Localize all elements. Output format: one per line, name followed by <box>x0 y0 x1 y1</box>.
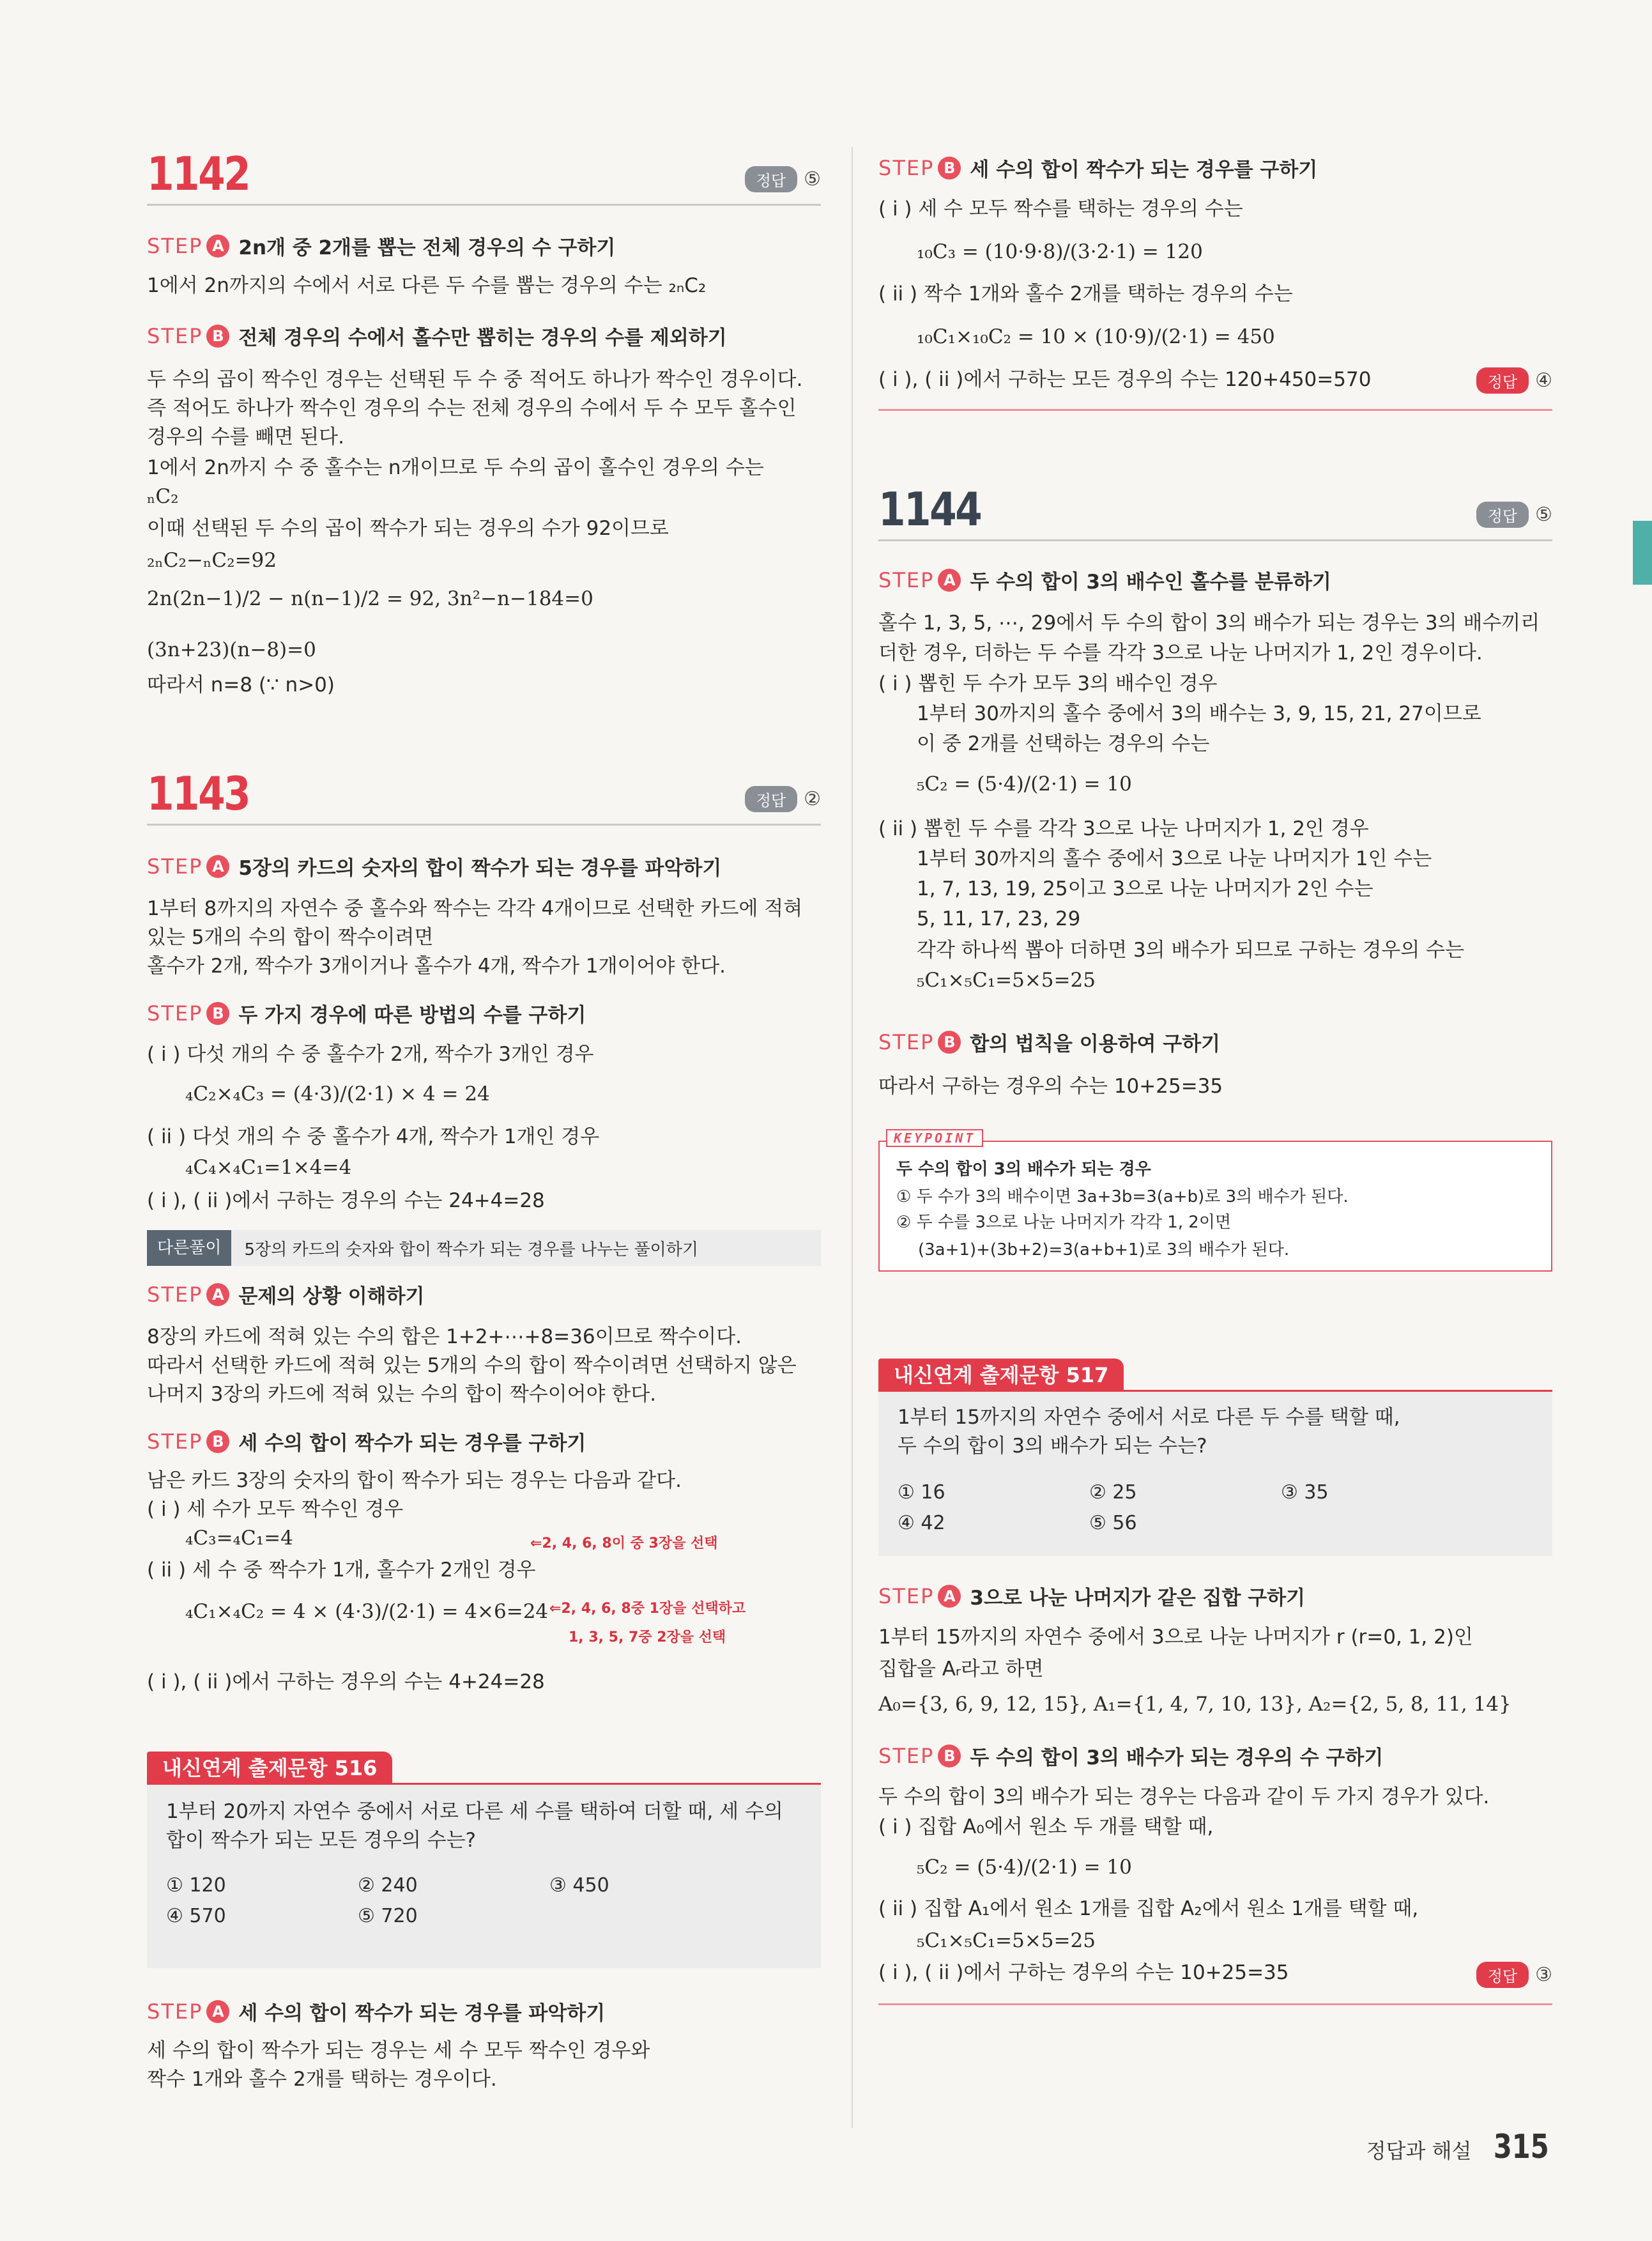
question-line: 두 수의 합이 3의 배수가 되는 수는? <box>898 1435 1207 1458</box>
text-line: 5, 11, 17, 23, 29 <box>917 907 1081 930</box>
text-line: 1부터 15까지의 자연수 중에서 3으로 나눈 나머지가 r (r=0, 1, 2)인 <box>878 1626 1473 1649</box>
step-letter: A <box>206 1283 229 1306</box>
option: ④ 42 <box>898 1512 945 1534</box>
math-line: A₀={3, 6, 9, 12, 15}, A₁={1, 4, 7, 10, 13}, A₂={2, 5, 8, 11, 14} <box>878 1693 1511 1716</box>
math-line: ₄C₂×₄C₃ = (4·3)/(2·1) × 4 = 24 <box>185 1082 490 1105</box>
math-line: ₄C₄×₄C₁=1×4=4 <box>185 1156 352 1179</box>
text-line: 즉 적어도 하나가 짝수인 경우의 수는 전체 경우의 수에서 두 수 모두 홀수인 <box>147 397 797 420</box>
math-line: ₁₀C₃ = (10·9·8)/(3·2·1) = 120 <box>917 240 1203 263</box>
step-title: 합의 법칙을 이용하여 구하기 <box>970 1033 1221 1056</box>
step-title: 5장의 카드의 숫자의 합이 짝수가 되는 경우를 파악하기 <box>238 857 722 880</box>
step-a-heading <box>878 566 1331 594</box>
text-line: 1에서 2n까지 수 중 홀수는 n개이므로 두 수의 곱이 홀수인 경우의 수는 <box>147 456 764 479</box>
alt-step-a-heading <box>147 1280 424 1309</box>
step-label: STEP <box>147 1999 203 2024</box>
step-b-heading <box>878 1741 1383 1770</box>
text-line: ( ii ) 짝수 1개와 홀수 2개를 택하는 경우의 수는 <box>878 282 1293 305</box>
step-letter: B <box>206 1430 229 1453</box>
bank-title: 내신연계 출제문항 516 <box>147 1752 392 1785</box>
answer-value: ⑤ <box>1535 504 1552 526</box>
text-line: 나머지 3장의 카드에 적혀 있는 수의 합이 짝수이어야 한다. <box>147 1383 657 1406</box>
side-note: ⇐2, 4, 6, 8중 1장을 선택하고 <box>549 1601 746 1617</box>
answer-value: ② <box>804 788 821 810</box>
step-letter: A <box>938 569 961 592</box>
step-letter: B <box>938 1031 961 1054</box>
section-rule <box>878 2003 1552 2005</box>
bank-title: 내신연계 출제문항 517 <box>878 1359 1124 1392</box>
text-line: 따라서 n=8 (∵ n>0) <box>147 674 335 697</box>
answer-tag <box>1476 1962 1552 1988</box>
step-letter: B <box>206 325 229 348</box>
keypoint-label: KEYPOINT <box>886 1129 983 1147</box>
problem-1142-header <box>147 147 821 206</box>
text-line: 홀수 1, 3, 5, ⋯, 29에서 두 수의 합이 3의 배수가 되는 경우는 3의 배수끼리 <box>878 612 1540 635</box>
step-label: STEP <box>147 1282 203 1307</box>
step-a-heading <box>147 1997 605 2026</box>
step-letter: A <box>206 235 229 258</box>
text-line: ( ii ) 집합 A₁에서 원소 1개를 집합 A₂에서 원소 1개를 택할 때, <box>878 1897 1419 1920</box>
text-line: 더한 경우, 더하는 두 수를 각각 3으로 나눈 나머지가 1, 2인 경우이다. <box>878 642 1483 665</box>
text-line: ( ii ) 뽑힌 두 수를 각각 3으로 나눈 나머지가 1, 2인 경우 <box>878 817 1369 840</box>
math-line: ₂ₙC₂−ₙC₂=92 <box>147 549 277 572</box>
text-line: 1, 7, 13, 19, 25이고 3으로 나눈 나머지가 2인 수는 <box>917 877 1373 900</box>
text-line: ( i ) 세 수 모두 짝수를 택하는 경우의 수는 <box>878 197 1243 220</box>
step-letter: B <box>938 1744 961 1767</box>
option: ⑤ 56 <box>1089 1512 1137 1534</box>
answer-value: ⑤ <box>804 168 821 190</box>
section-rule <box>878 409 1552 411</box>
alt-step-b-heading <box>147 1427 586 1456</box>
step-title: 세 수의 합이 짝수가 되는 경우를 구하기 <box>238 1432 586 1455</box>
option: ② 240 <box>358 1874 418 1897</box>
answer-tag <box>745 166 821 192</box>
problem-number: 1144 <box>878 482 981 536</box>
text-line: ( i ) 뽑힌 두 수가 모두 3의 배수인 경우 <box>878 672 1218 695</box>
question-line: 1부터 20까지 자연수 중에서 서로 다른 세 수를 택하여 더할 때, 세 수의 <box>166 1800 783 1823</box>
step-label: STEP <box>878 155 935 180</box>
text-line: 1부터 30까지의 홀수 중에서 3의 배수는 3, 9, 15, 21, 27이므로 <box>917 702 1481 725</box>
step-b-heading <box>147 321 727 350</box>
keypoint-line: ① 두 수가 3의 배수이면 3a+3b=3(a+b)로 3의 배수가 된다. <box>896 1187 1349 1206</box>
text-line: 이 중 2개를 선택하는 경우의 수는 <box>917 732 1210 755</box>
question-line: 1부터 15까지의 자연수 중에서 서로 다른 두 수를 택할 때, <box>898 1406 1400 1429</box>
step-label: STEP <box>147 1001 203 1026</box>
keypoint-line: 두 수의 합이 3의 배수가 되는 경우 <box>896 1160 1151 1179</box>
step-title: 세 수의 합이 짝수가 되는 경우를 구하기 <box>970 158 1318 181</box>
option: ① 16 <box>898 1481 945 1504</box>
answer-badge: 정답 <box>1476 367 1529 394</box>
answer-badge: 정답 <box>1476 1962 1529 1988</box>
text-line: ( ii ) 세 수 중 짝수가 1개, 홀수가 2개인 경우 <box>147 1559 536 1582</box>
option: ④ 570 <box>166 1905 226 1927</box>
text-line: 따라서 구하는 경우의 수는 10+25=35 <box>878 1075 1223 1098</box>
textbook-linked-problem-516 <box>147 1756 821 1968</box>
text-line: 1부터 8까지의 자연수 중 홀수와 짝수는 각각 4개이므로 선택한 카드에 적혀 <box>147 897 803 920</box>
text-line: 1에서 2n까지의 수에서 서로 다른 두 수를 뽑는 경우의 수는 ₂ₙC₂ <box>147 274 707 297</box>
text-line: 각각 하나씩 뽑아 더하면 3의 배수가 되므로 구하는 경우의 수는 <box>917 939 1465 962</box>
step-title: 두 수의 합이 3의 배수가 되는 경우의 수 구하기 <box>970 1746 1384 1769</box>
keypoint-line: ② 두 수를 3으로 나눈 나머지가 각각 1, 2이면 <box>896 1213 1232 1232</box>
step-b-heading <box>878 153 1317 182</box>
option: ② 25 <box>1089 1481 1137 1504</box>
text-line: ( i ), ( ii )에서 구하는 경우의 수는 10+25=35 <box>878 1961 1289 1984</box>
text-line: 있는 5개의 수의 합이 짝수이려면 <box>147 926 434 949</box>
step-label: STEP <box>878 567 935 592</box>
text-line: ( i ) 집합 A₀에서 원소 두 개를 택할 때, <box>878 1815 1214 1838</box>
text-line: ( i ) 다섯 개의 수 중 홀수가 2개, 짝수가 3개인 경우 <box>147 1043 594 1066</box>
footer-label: 정답과 해설 <box>1366 2139 1472 2163</box>
side-note: ⇐2, 4, 6, 8이 중 3장을 선택 <box>530 1536 718 1552</box>
keypoint-line: (3a+1)+(3b+2)=3(a+b+1)로 3의 배수가 된다. <box>918 1240 1290 1259</box>
step-title: 두 수의 합이 3의 배수인 홀수를 분류하기 <box>970 571 1331 594</box>
options-row <box>898 1481 1472 1504</box>
step-title: 세 수의 합이 짝수가 되는 경우를 파악하기 <box>238 2002 606 2025</box>
math-line: ₅C₁×₅C₁=5×5=25 <box>917 1929 1096 1952</box>
step-a-heading <box>878 1582 1305 1610</box>
text-line: 홀수가 2개, 짝수가 3개이거나 홀수가 4개, 짝수가 1개이어야 한다. <box>147 955 726 978</box>
question-line: 합이 짝수가 되는 모든 경우의 수는? <box>166 1829 476 1852</box>
step-letter: A <box>938 1585 961 1608</box>
alternative-solution-bar <box>147 1230 821 1266</box>
side-note: 1, 3, 5, 7중 2장을 선택 <box>569 1629 726 1645</box>
step-label: STEP <box>147 854 203 879</box>
textbook-linked-problem-517 <box>878 1363 1552 1556</box>
text-line: 짝수 1개와 홀수 2개를 택하는 경우이다. <box>147 2068 497 2091</box>
option: ⑤ 720 <box>358 1905 418 1927</box>
text-line: 남은 카드 3장의 숫자의 합이 짝수가 되는 경우는 다음과 같다. <box>147 1469 682 1492</box>
text-line: 이때 선택된 두 수의 곱이 짝수가 되는 경우의 수가 92이므로 <box>147 517 669 540</box>
answer-tag <box>1476 502 1552 528</box>
answer-value: ③ <box>1535 1964 1552 1986</box>
step-letter: A <box>206 2000 229 2023</box>
text-line: ( i ), ( ii )에서 구하는 경우의 수는 4+24=28 <box>147 1670 545 1693</box>
keypoint-box <box>878 1130 1552 1272</box>
math-line: ₄C₃=₄C₁=4 <box>185 1527 293 1550</box>
text-line: ( i ), ( ii )에서 구하는 모든 경우의 수는 120+450=570 <box>878 368 1372 391</box>
math-line: ₅C₂ = (5·4)/(2·1) = 10 <box>917 773 1132 796</box>
step-b-heading <box>147 999 586 1028</box>
text-line: ( i ) 세 수가 모두 짝수인 경우 <box>147 1498 404 1521</box>
math-line: (3n+23)(n−8)=0 <box>147 638 316 661</box>
step-letter: B <box>206 1002 229 1025</box>
step-a-heading <box>147 231 615 260</box>
text-line: 집합을 Aᵣ라고 하면 <box>878 1658 1044 1681</box>
page-number: 315 <box>1494 2128 1550 2166</box>
step-label: STEP <box>147 1429 203 1454</box>
step-a-heading <box>147 852 721 881</box>
alt-text: 5장의 카드의 숫자와 합이 짝수가 되는 경우를 나누는 풀이하기 <box>244 1240 699 1259</box>
options-row <box>898 1512 1281 1534</box>
step-label: STEP <box>878 1583 935 1608</box>
step-letter: A <box>206 855 229 878</box>
answer-badge: 정답 <box>745 786 797 812</box>
answer-value: ④ <box>1535 369 1552 392</box>
page-footer <box>1366 2128 1556 2166</box>
column-divider <box>852 147 853 2128</box>
answer-tag <box>1476 367 1552 394</box>
answer-badge: 정답 <box>745 166 797 192</box>
text-line: ( i ), ( ii )에서 구하는 경우의 수는 24+4=28 <box>147 1189 545 1212</box>
math-line: ₅C₁×₅C₁=5×5=25 <box>917 969 1096 992</box>
text-line: 두 수의 합이 3의 배수가 되는 경우는 다음과 같이 두 가지 경우가 있다. <box>878 1785 1490 1808</box>
math-line: ₅C₂ = (5·4)/(2·1) = 10 <box>917 1856 1132 1879</box>
text-line: 1부터 30까지의 홀수 중에서 3으로 나눈 나머지가 1인 수는 <box>917 847 1432 870</box>
math-line: 2n(2n−1)/2 − n(n−1)/2 = 92, 3n²−n−184=0 <box>147 587 593 610</box>
step-b-heading <box>878 1028 1220 1056</box>
step-title: 3으로 나눈 나머지가 같은 집합 구하기 <box>970 1587 1306 1610</box>
step-label: STEP <box>147 233 203 258</box>
options-row <box>166 1874 741 1897</box>
options-row <box>166 1905 549 1927</box>
text-line: ( ii ) 다섯 개의 수 중 홀수가 4개, 짝수가 1개인 경우 <box>147 1125 600 1148</box>
text-line: 경우의 수를 빼면 된다. <box>147 426 344 449</box>
step-label: STEP <box>878 1743 935 1768</box>
text-line: 두 수의 곱이 짝수인 경우는 선택된 두 수 중 적어도 하나가 짝수인 경우이다. <box>147 368 803 391</box>
chapter-side-tab <box>1633 521 1652 585</box>
step-title: 전체 경우의 수에서 홀수만 뽑히는 경우의 수를 제외하기 <box>238 327 727 350</box>
text-line: 세 수의 합이 짝수가 되는 경우는 세 수 모두 짝수인 경우와 <box>147 2039 650 2062</box>
step-label: STEP <box>147 323 203 348</box>
text-line: 8장의 카드에 적혀 있는 수의 합은 1+2+⋯+8=36이므로 짝수이다. <box>147 1325 742 1348</box>
step-title: 문제의 상황 이해하기 <box>238 1285 425 1308</box>
step-title: 두 가지 경우에 따른 방법의 수를 구하기 <box>238 1004 586 1027</box>
problem-number: 1142 <box>147 147 250 201</box>
option: ③ 450 <box>549 1874 609 1897</box>
alt-label: 다른풀이 <box>147 1230 231 1266</box>
step-label: STEP <box>878 1029 935 1054</box>
math-line: ₙC₂ <box>147 485 179 508</box>
step-letter: B <box>938 157 961 180</box>
problem-1143-header <box>147 767 821 826</box>
answer-tag <box>745 786 821 812</box>
problem-1144-header <box>878 482 1552 541</box>
option: ① 120 <box>166 1874 226 1897</box>
math-line: ₁₀C₁×₁₀C₂ = 10 × (10·9)/(2·1) = 450 <box>917 325 1275 348</box>
math-line: ₄C₁×₄C₂ = 4 × (4·3)/(2·1) = 4×6=24 <box>185 1600 549 1623</box>
text-line: 따라서 선택한 카드에 적혀 있는 5개의 수의 합이 짝수이려면 선택하지 않은 <box>147 1354 797 1377</box>
problem-number: 1143 <box>147 767 250 820</box>
option: ③ 35 <box>1281 1481 1329 1504</box>
answer-badge: 정답 <box>1476 502 1529 528</box>
step-title: 2n개 중 2개를 뽑는 전체 경우의 수 구하기 <box>238 236 616 259</box>
